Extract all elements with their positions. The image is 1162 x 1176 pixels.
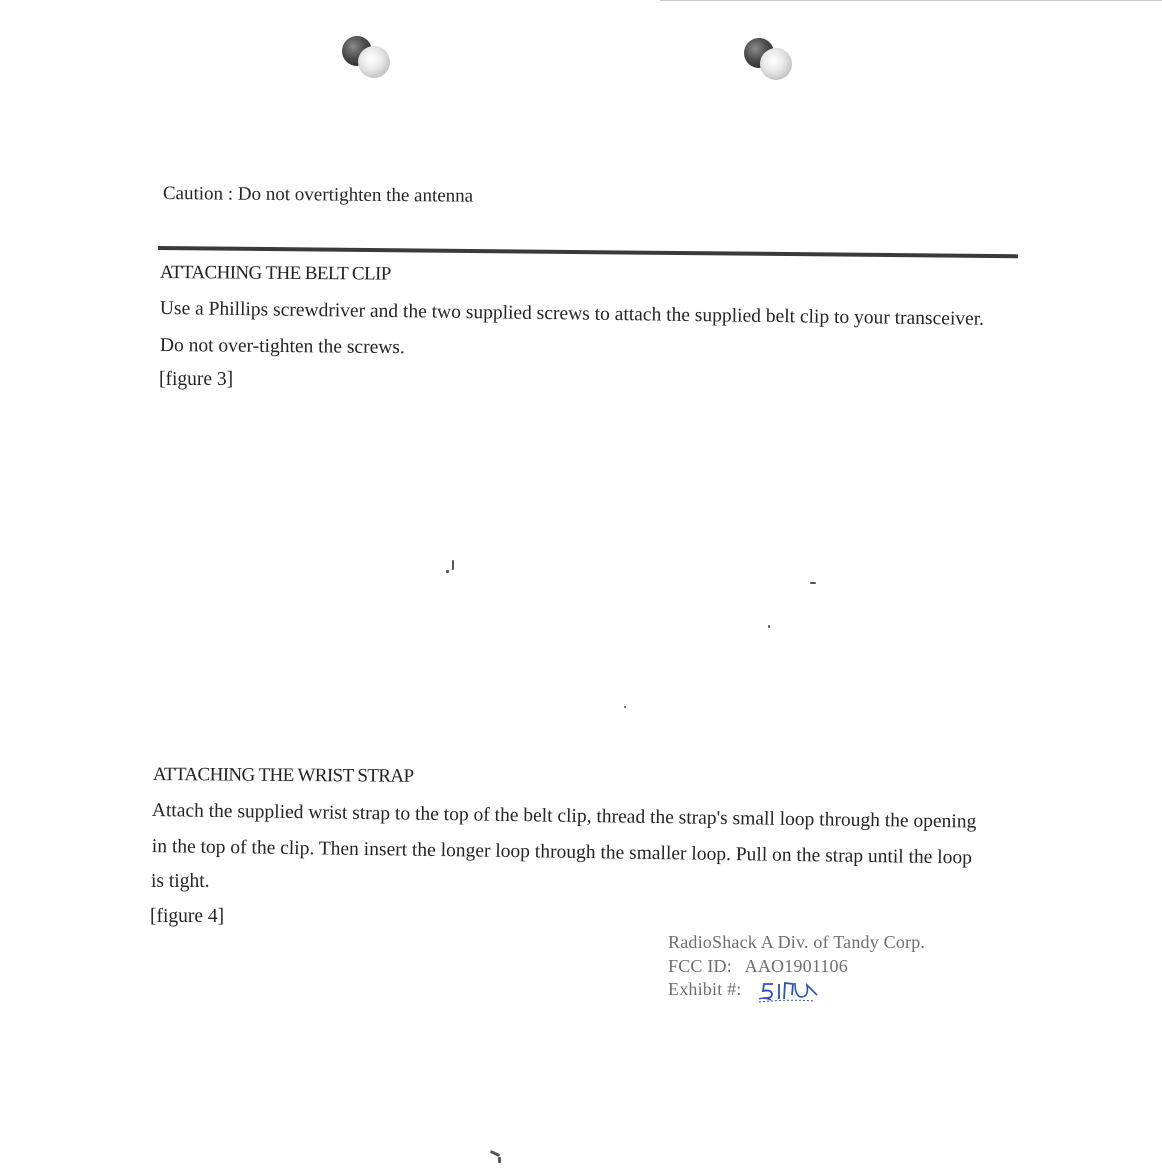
wrist-strap-line-3: is tight. (151, 871, 210, 892)
scan-speck (624, 706, 626, 708)
wrist-strap-line-2: in the top of the clip. Then insert the longer loop through the smaller loop. Pull on the strap until the loop (151, 836, 973, 869)
belt-clip-heading: ATTACHING THE BELT CLIP (159, 262, 391, 285)
scan-speck (768, 625, 770, 628)
scan-speck (498, 1157, 501, 1163)
pushpin-right-icon (744, 38, 808, 86)
scan-top-edge (660, 0, 1162, 1)
pushpin-left-icon (342, 36, 406, 84)
fcc-id-label: FCC ID: (668, 956, 732, 976)
section-divider (158, 246, 1018, 258)
footer-fcc-row (668, 956, 848, 977)
scan-speck (446, 570, 449, 573)
scan-speck (810, 582, 816, 584)
footer-company: RadioShack A Div. of Tandy Corp. (668, 932, 926, 952)
figure-3-label: [figure 3] (159, 369, 234, 390)
caution-text: Caution : Do not overtighten the antenna (162, 183, 474, 207)
belt-clip-line-1: Use a Phillips screwdriver and the two supplied screws to attach the supplied belt clip to your transceiver. (159, 298, 985, 330)
belt-clip-line-2: Do not over-tighten the screws. (159, 335, 405, 359)
wrist-strap-heading: ATTACHING THE WRIST STRAP (152, 764, 414, 787)
handwritten-signature-icon (757, 975, 819, 1005)
wrist-strap-line-1: Attach the supplied wrist strap to the top of the belt clip, thread the strap's small loop through the opening (151, 800, 977, 833)
figure-4-label: [figure 4] (150, 906, 225, 927)
footer-exhibit-row (668, 979, 742, 1000)
scan-speck (452, 560, 454, 570)
scan-speck (490, 1150, 500, 1157)
fcc-id-value: AAO1901106 (744, 956, 848, 976)
exhibit-label: Exhibit #: (668, 979, 742, 999)
